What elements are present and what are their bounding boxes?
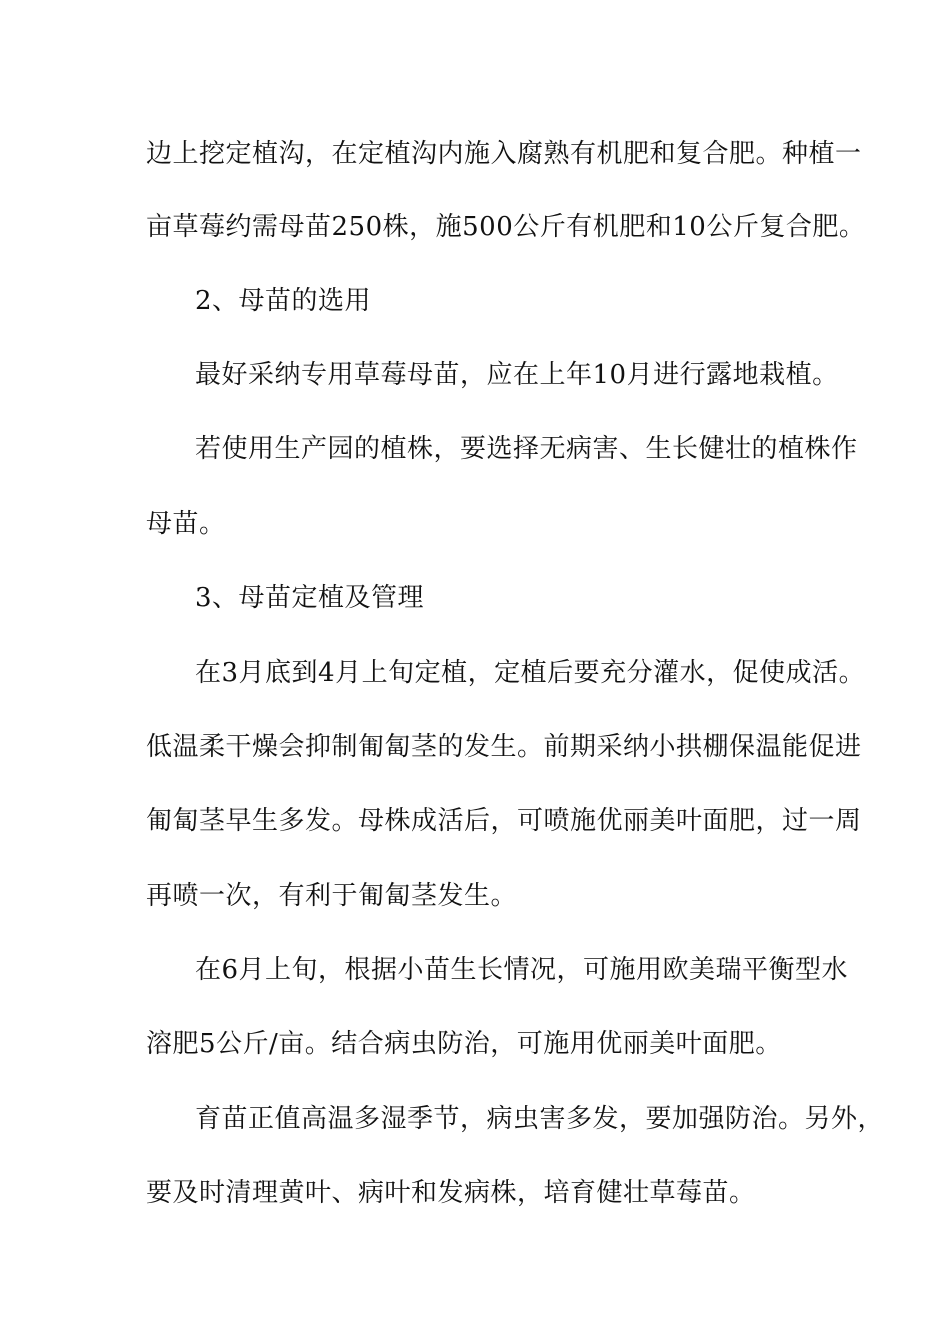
- paragraph-line: 最好采纳专用草莓母苗，应在上年10月进行露地栽植。: [195, 360, 839, 390]
- paragraph-line: 育苗正值高温多湿季节，病虫害多发，要加强防治。另外，: [195, 1104, 885, 1134]
- paragraph-line: 若使用生产园的植株，要选择无病害、生长健壮的植株作: [195, 434, 858, 464]
- paragraph-line: 溶肥5公斤/亩。结合病虫防治，可施用优丽美叶面肥。: [146, 1029, 782, 1059]
- paragraph-line: 母苗。: [146, 509, 226, 539]
- paragraph-line: 要及时清理黄叶、病叶和发病株，培育健壮草莓苗。: [146, 1178, 756, 1208]
- paragraph-line: 在6月上旬，根据小苗生长情况，可施用欧美瑞平衡型水: [195, 955, 849, 985]
- paragraph-line: 亩草莓约需母苗250株，施500公斤有机肥和10公斤复合肥。: [146, 212, 866, 242]
- paragraph-line: 低温柔干燥会抑制匍匐茎的发生。前期采纳小拱棚保温能促进: [146, 732, 862, 762]
- paragraph-line: 边上挖定植沟，在定植沟内施入腐熟有机肥和复合肥。种植一: [146, 139, 862, 169]
- paragraph-line: 再喷一次，有利于匍匐茎发生。: [146, 881, 518, 911]
- paragraph-line: 匍匐茎早生多发。母株成活后，可喷施优丽美叶面肥，过一周: [146, 806, 862, 836]
- section-heading: 2、母苗的选用: [195, 286, 372, 316]
- paragraph-line: 在3月底到4月上旬定植，定植后要充分灌水，促使成活。: [195, 658, 866, 688]
- section-heading: 3、母苗定植及管理: [195, 583, 425, 613]
